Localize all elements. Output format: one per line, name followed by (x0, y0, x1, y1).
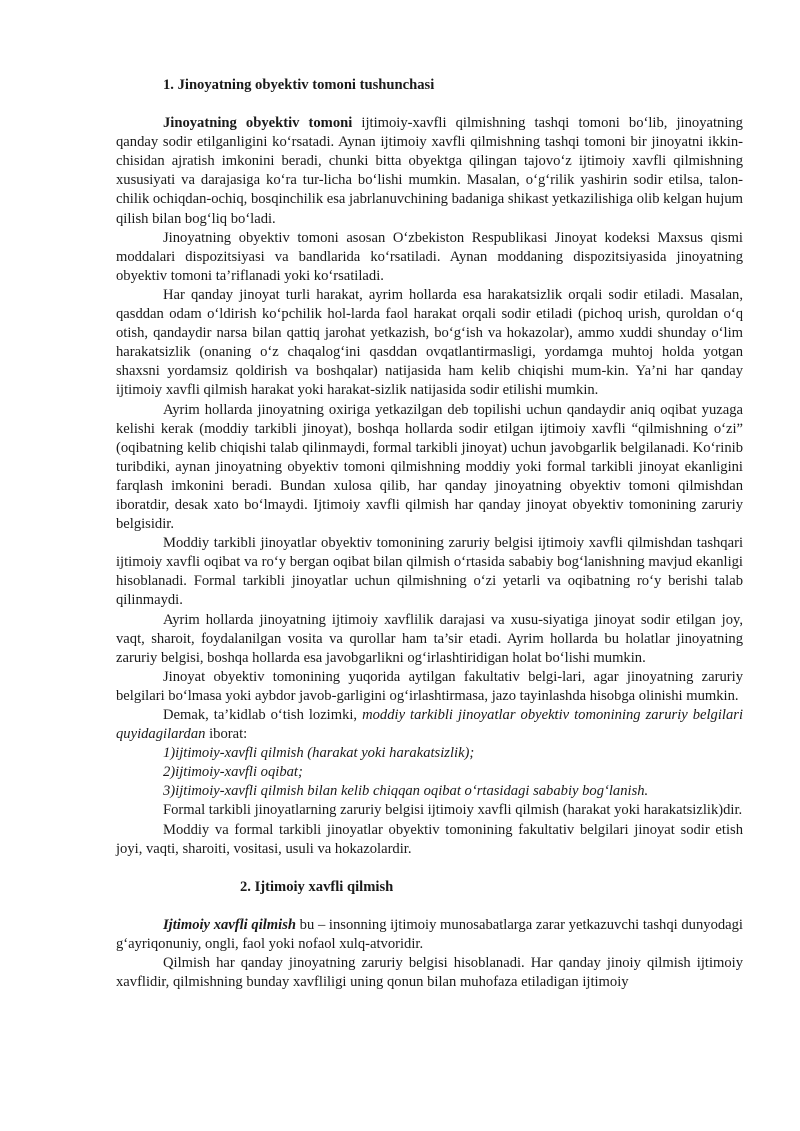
section-heading-1: 1. Jinoyatning obyektiv tomoni tushunchasi (163, 77, 435, 93)
paragraph: Ayrim hollarda jinoyatning oxiriga yetkazilgan deb topilishi uchun qandaydir aniq oqibat yuzaga kelishi kerak (moddiy tarkibli jinoyat), boshqa hollarda sodir etilgan ijtimoiy xavfli “qilmishning o‘zi” (oqibatning kelib chiqishi talab qilinmaydi, formal tarkibli jinoyat) uchun javobgarlik belgilanadi. Ko‘rinib turibdiki, aynan jinoyatning obyektiv tomoni qilmishning moddiy yoki formal tarkibli jinoyat ekanligini farqlash imkonini beradi. Bundan xulosa qilib, har qanday jinoyatning obyektiv tomoni qilmishdan iboratdir, desak xato bo‘lmaydi. Ijtimoiy xavfli qilmish har qanday jinoyat obyektiv tomonining zaruriy belgisidir. (116, 401, 743, 533)
paragraph: Jinoyat obyektiv tomonining yuqorida aytilgan fakultativ belgi-lari, agar jinoyatning zaruriy belgilari bo‘lmasa yoki aybdor javob-garligini og‘irlashtirmasa, jazo tayinlashda hisobga olinishi mumkin. (116, 668, 743, 704)
paragraph: Formal tarkibli jinoyatlarning zaruriy belgisi ijtimoiy xavfli qilmish (harakat yoki harakatsizlik)dir. (163, 802, 743, 819)
italic-phrase: moddiy tarkibli jinoyatlar obyektiv tomonining zaruriy belgilari quyidagilardan (116, 707, 743, 743)
paragraph-summary (116, 706, 743, 744)
paragraph: Moddiy tarkibli jinoyatlar obyektiv tomonining zaruriy belgisi ijtimoiy xavfli qilmishdan tashqari ijtimoiy xavfli oqibat va ro‘y bergan oqibat bilan qilmish o‘rtasida sababiy bog‘lanishning mavjud ekanligi hisoblanadi. Formal tarkibli jinoyatlar uchun qilmishning o‘zi yetarli va oqibatning ro‘y berishi talab qilinmaydi. (116, 535, 743, 609)
term-bold: Jinoyatning obyektiv tomoni (163, 115, 353, 132)
paragraph: Jinoyatning obyektiv tomoni asosan O‘zbekiston Respublikasi Jinoyat kodeksi Maxsus qismi moddalari dispozitsiyasi va bandlarida ko‘rsatiladi. Aynan moddaning dispozitsiyasida jinoyatning obyektiv tomoni ta’riflanadi yoki ko‘rsatiladi. (116, 229, 743, 284)
term-bold-italic: Ijtimoiy xavfli qilmish (163, 916, 297, 933)
paragraph: Ayrim hollarda jinoyatning ijtimoiy xavflilik darajasi va xusu-siyatiga jinoyat sodir etilgan joy, vaqt, sharoit, foydalanilgan vosita va qurollar ham ta’sir etadi. Ayrim hollarda bu holatlar jinoyatning zaruriy belgisi, boshqa hollarda esa javobgarlikni og‘irlashtiridigan holat bo‘lishi mumkin. (116, 611, 743, 666)
paragraph: Qilmish har qanday jinoyatning zaruriy belgisi hisoblanadi. Har qanday jinoiy qilmish ijtimoiy xavflidir, qilmishning bunday xavfliligi uning qonun bilan muhofaza etiladigan ijtimoiy (116, 955, 743, 991)
list-item: 2)ijtimoiy-xavfli oqibat; (163, 764, 303, 781)
list-item: 1)ijtimoiy-xavfli qilmish (harakat yoki harakatsizlik); (163, 745, 475, 762)
paragraph: Har qanday jinoyat turli harakat, ayrim hollarda esa harakatsizlik orqali sodir etiladi. Masalan, qasddan odam o‘ldirish ko‘pchilik hol-larda faol harakat orqali sodir etiladi (pichoq urish, quroldan o‘q otish, qandaydir narsa bilan qattiq jarohat yetkazish, bo‘g‘ish va hokazolar), ammo xuddi shunday o‘lim harakatsizlik (onaning o‘z chaqalog‘ini qasddan ovqatlantirmasligi, yordamga muhtoj holda yotgan shaxsni yordamsiz qoldirish va boshqalar) natijasida ham kelib chiqishi mum-kin. Ya’ni har qanday ijtimoiy xavfli qilmish harakat yoki harakat-sizlik natijasida sodir etilishi mumkin. (116, 286, 743, 399)
paragraph: Moddiy va formal tarkibli jinoyatlar obyektiv tomonining fakultativ belgilari jinoyat sodir etish joyi, vaqti, sharoiti, vositasi, usuli va hokazolardir. (116, 821, 743, 857)
paragraph-text: iborat: (205, 726, 248, 743)
paragraph-definition (116, 114, 743, 229)
list-item: 3)ijtimoiy-xavfli qilmish bilan kelib chiqqan oqibat o‘rtasidagi sababiy bog‘lanish. (163, 783, 649, 800)
paragraph-text: bu – insonning ijtimoiy munosabatlarga zarar yetkazuvchi tashqi dunyodagi g‘ayriqonuniy, ongli, faol yoki nofaol xulq-atvoridir. (116, 916, 743, 952)
paragraph-definition (116, 916, 743, 954)
section-heading-2: 2. Ijtimoiy xavfli qilmish (240, 878, 394, 895)
paragraph-text: Demak, ta’kidlab o‘tish lozimki, (163, 707, 363, 723)
paragraph-text: ijtimoiy-xavfli qilmishning tashqi tomoni bo‘lib, jinoyatning qanday sodir etilganligini ko‘rsatadi. Aynan ijtimoiy xavfli qilmishning tashqi tomoni bir jinoyatni ikkin-chisidan ajratish imkonini beradi, chunki bitta obyektga qilingan tajovo‘z ijtimoiy xavfli qilmishning xususiyati va darajasiga ko‘ra tur-licha bo‘lishi mumkin. Masalan, o‘g‘rilik yashirin sodir etilsa, talon-chilik ochiqdan-ochiq, bosqinchilik esa jabrlanuvchining badaniga shikast yetkazilishiga olib kelgan hujum qilish bilan bog‘liq bo‘ladi. (116, 115, 743, 227)
